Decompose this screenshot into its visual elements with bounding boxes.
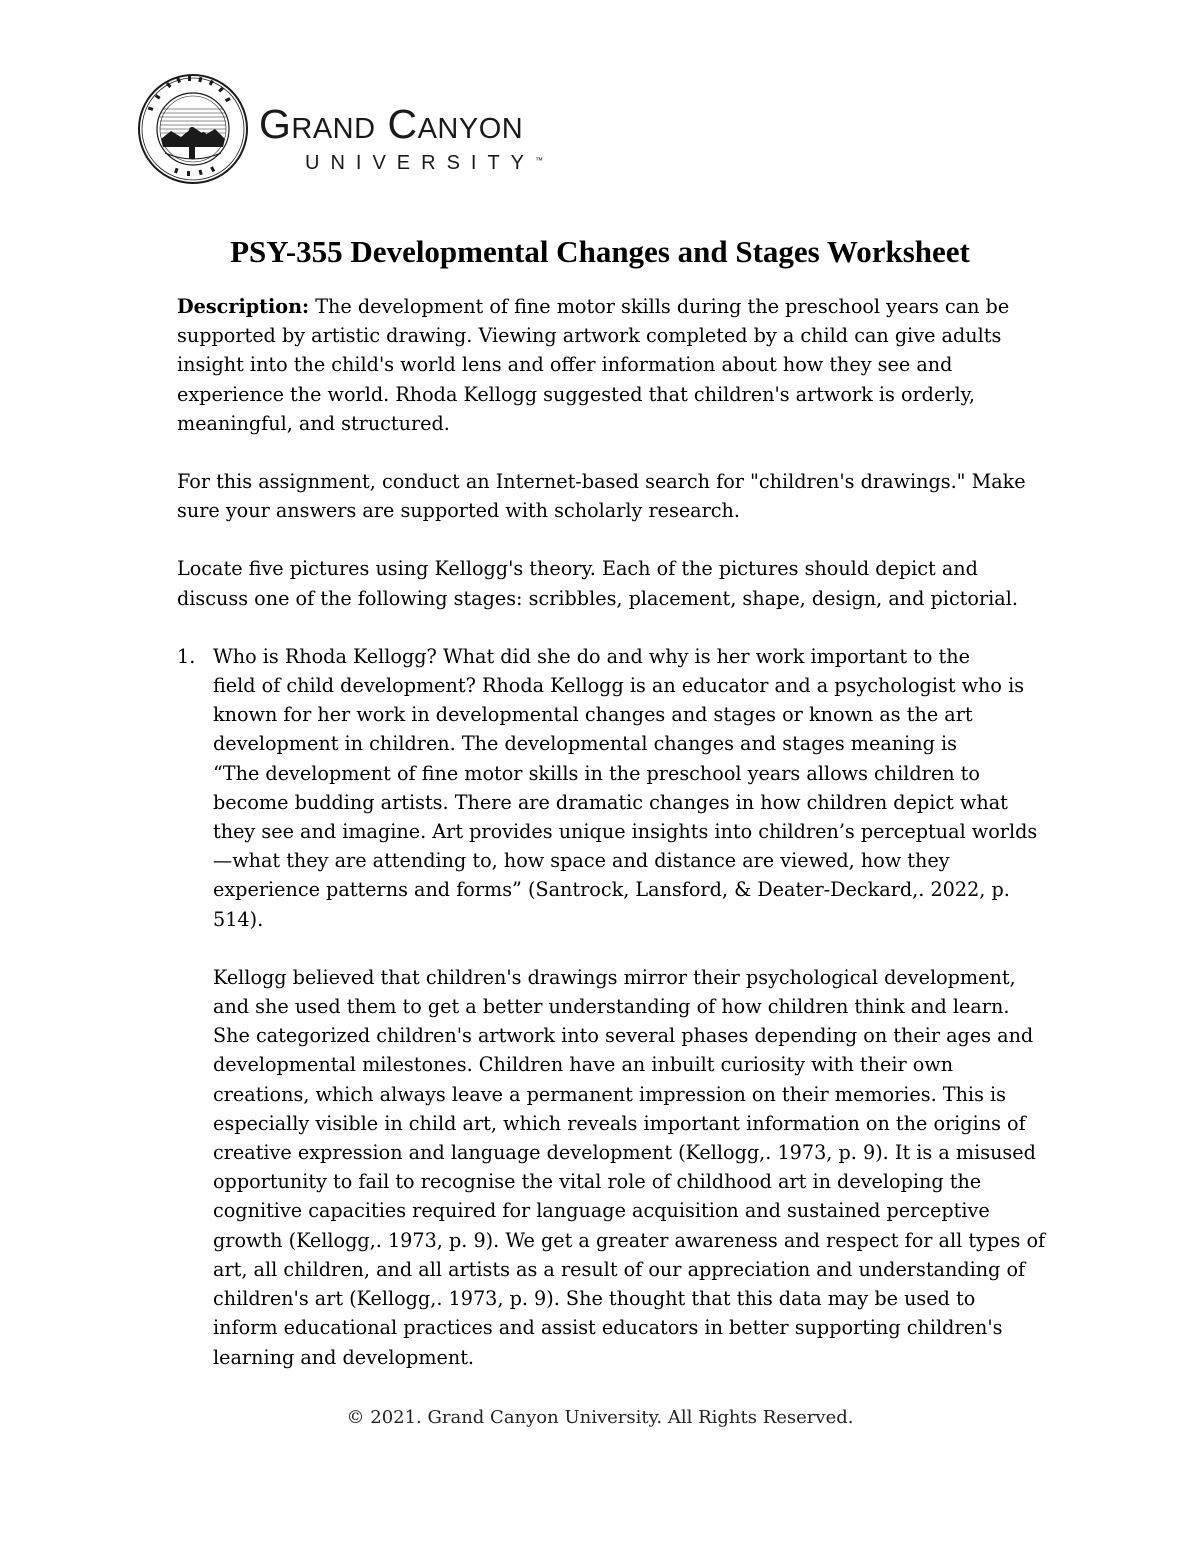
university-wordmark [259,101,629,181]
university-logo [137,73,627,185]
question-list-item [177,642,1062,1372]
description-paragraph [177,292,1062,438]
answer-line: become budding artists. There are dramatic changes in how children depict what [213,790,1008,814]
followup-line: especially visible in child art, which reveals important information on the origins of [213,1111,1026,1135]
followup-line: Kellogg believed that children's drawings mirror their psychological development, [213,965,1016,989]
answer-line: 514). [213,907,264,931]
question-answer-paragraph [213,642,1062,934]
description-line [177,292,1062,321]
followup-line: learning and development. [213,1345,475,1369]
answer-line: they see and imagine. Art provides unique insights into children’s perceptual worlds [213,820,1038,844]
answer-line: —what they are attending to, how space and distance are viewed, how they [213,849,950,873]
wordmark-name: Grand Canyon [259,101,524,147]
locate-line: Locate five pictures using Kellogg's theory. Each of the pictures should depict and [177,557,978,581]
question-number: 1. [177,644,196,668]
followup-line: opportunity to fail to recognise the vital role of childhood art in developing the [213,1170,982,1194]
followup-line: She categorized children's artwork into several phases depending on their ages and [213,1024,1034,1048]
followup-line: and she used them to get a better understanding of how children think and learn. [213,995,1010,1019]
answer-line: Who is Rhoda Kellogg? What did she do and why is her work important to the [213,644,970,668]
answer-line: experience patterns and forms” (Santrock, Lansford, & Deater-Deckard,. 2022, p. [213,878,1010,902]
description-line: supported by artistic drawing. Viewing artwork completed by a child can give adults [177,324,1002,348]
university-seal-icon [137,73,249,185]
followup-line: growth (Kellogg,. 1973, p. 9). We get a greater awareness and respect for all types of [213,1228,1046,1252]
followup-line: inform educational practices and assist educators in better supporting children's [213,1316,1003,1340]
description-text: The development of fine motor skills during the preschool years can be [309,295,1010,318]
answer-line: field of child development? Rhoda Kellogg is an educator and a psychologist who is [213,674,1025,698]
followup-line: creative expression and language development (Kellogg,. 1973, p. 9). It is a misused [213,1141,1036,1165]
wordmark-subtitle [305,151,543,175]
assignment-line: For this assignment, conduct an Internet-based search for "children's drawings." Make [177,470,1026,494]
answer-line: known for her work in developmental changes and stages or known as the art [213,703,973,727]
followup-line: art, all children, and all artists as a result of our appreciation and understanding of [213,1257,1026,1281]
trademark-symbol: ™ [535,156,544,165]
followup-line: developmental milestones. Children have an inbuilt curiosity with their own [213,1053,954,1077]
description-line: meaningful, and structured. [177,411,450,435]
wordmark-university: UNIVERSITY [305,152,536,174]
page-title: PSY-355 Developmental Changes and Stages Worksheet [230,234,970,269]
locate-line: discuss one of the following stages: scribbles, placement, shape, design, and pictorial. [177,586,1018,610]
assignment-line: sure your answers are supported with scholarly research. [177,499,740,523]
answer-line: “The development of fine motor skills in the preschool years allows children to [213,761,980,785]
locate-paragraph [177,554,1062,612]
followup-paragraph [213,963,1062,1372]
followup-line: creations, which always leave a permanent impression on their memories. This is [213,1082,1006,1106]
followup-line: children's art (Kellogg,. 1973, p. 9). She thought that this data may be used to [213,1287,976,1311]
description-line: insight into the child's world lens and offer information about how they see and [177,353,953,377]
description-label: Description: [177,295,310,318]
answer-line: development in children. The developmental changes and stages meaning is [213,732,958,756]
copyright-footer: © 2021. Grand Canyon University. All Rights Reserved. [346,1407,854,1428]
description-line: experience the world. Rhoda Kellogg suggested that children's artwork is orderly, [177,382,976,406]
followup-line: cognitive capacities required for language acquisition and sustained perceptive [213,1199,990,1223]
assignment-paragraph [177,467,1062,525]
document-body [177,292,1062,1401]
